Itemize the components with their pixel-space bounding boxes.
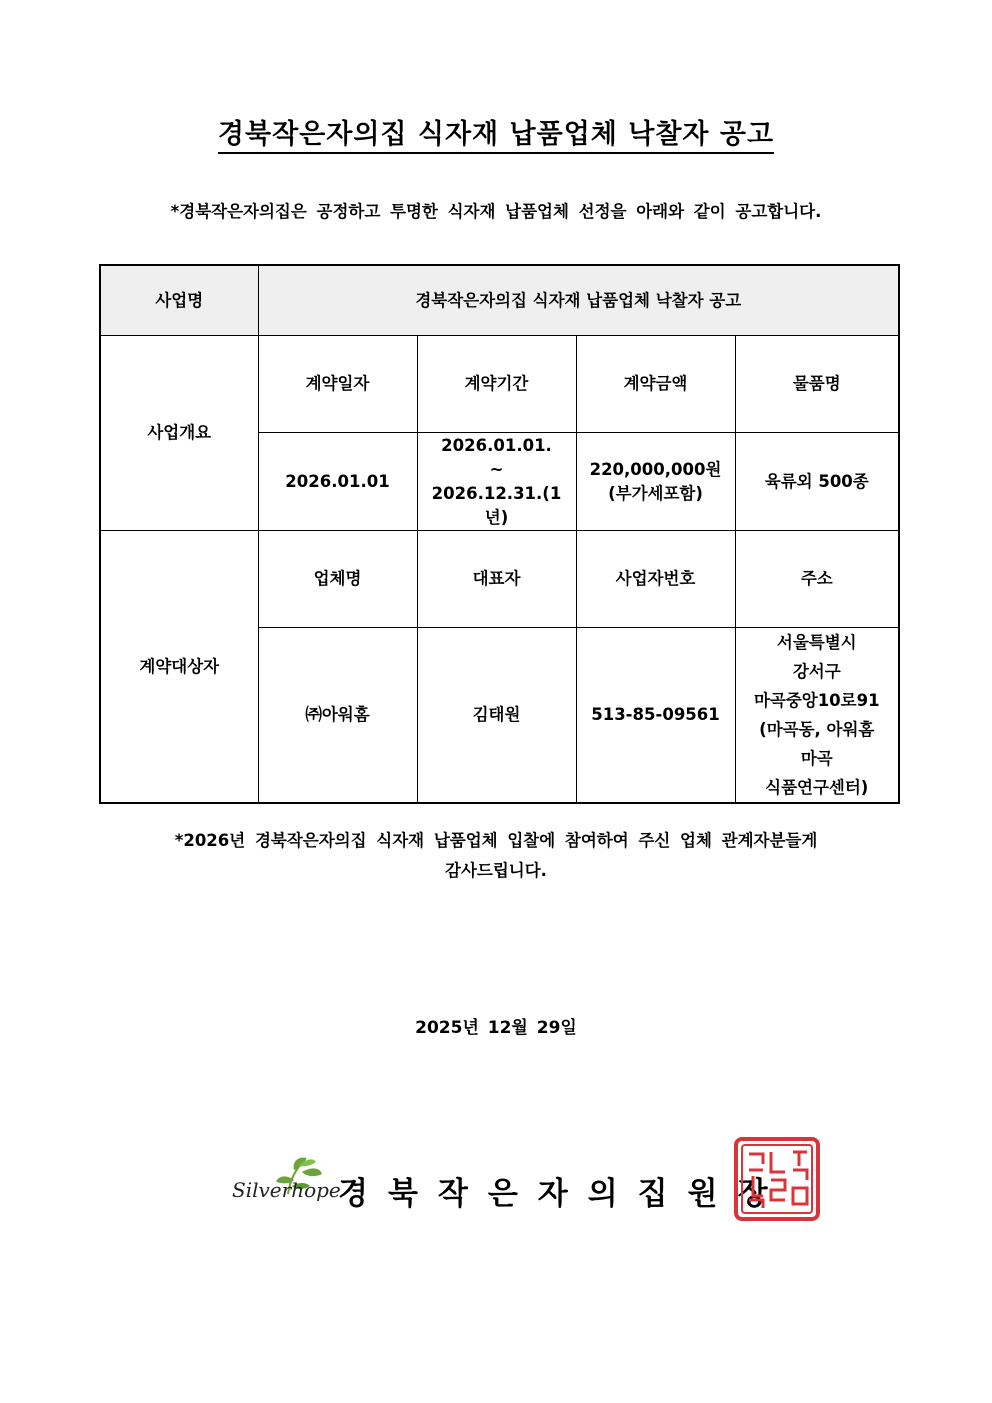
signer-name: 경북작은자의집원장 — [338, 1176, 788, 1212]
company-name: ㈜아워홈 — [258, 628, 417, 804]
header-contract-period: 계약기간 — [417, 336, 576, 433]
header-company: 업체명 — [258, 531, 417, 628]
table-row — [100, 336, 899, 433]
award-table — [99, 264, 900, 804]
address-line: 마곡 — [800, 749, 833, 768]
address — [735, 628, 899, 804]
address-line: 서울특별시 — [776, 633, 857, 652]
period-end: 2026.12.31.(1년) — [431, 483, 562, 527]
ceo-name: 김태원 — [417, 628, 576, 804]
header-contract-amount: 계약금액 — [576, 336, 735, 433]
header-address: 주소 — [735, 531, 899, 628]
header-ceo: 대표자 — [417, 531, 576, 628]
header-item-name: 물품명 — [735, 336, 899, 433]
table-row — [100, 265, 899, 336]
intro-text: *경북작은자의집은 공정하고 투명한 식자재 납품업체 선정을 아래와 같이 공고합니다. — [170, 202, 822, 221]
item-name: 육류외 500종 — [735, 433, 899, 531]
contract-period — [417, 433, 576, 531]
overview-label: 사업개요 — [100, 336, 258, 531]
address-line: (마곡동, 아워홈 — [759, 720, 875, 739]
address-line: 식품연구센터) — [765, 778, 869, 797]
address-line: 마곡중앙10로91 — [753, 691, 880, 710]
contract-amount — [576, 433, 735, 531]
document-title: 경북작은자의집 식자재 납품업체 낙찰자 공고 — [0, 112, 992, 151]
project-label: 사업명 — [100, 265, 258, 336]
logo-wordmark: Silverhope — [232, 1178, 341, 1202]
table-row — [100, 531, 899, 628]
header-contract-date: 계약일자 — [258, 336, 417, 433]
thanks-line-2: 감사드립니다. — [445, 861, 547, 880]
contract-date: 2026.01.01 — [258, 433, 417, 531]
contractor-label: 계약대상자 — [100, 531, 258, 804]
address-line: 강서구 — [792, 662, 841, 681]
period-separator: ~ — [489, 459, 504, 479]
biz-number: 513-85-09561 — [576, 628, 735, 804]
thanks-line-1: *2026년 경북작은자의집 식자재 납품업체 입찰에 참여하여 주신 업체 관계자분들게 — [174, 831, 818, 850]
header-biz-no: 사업자번호 — [576, 531, 735, 628]
period-start: 2026.01.01. — [441, 435, 552, 455]
amount-value: 220,000,000원 — [589, 459, 722, 479]
project-value: 경북작은자의집 식자재 납품업체 낙찰자 공고 — [258, 265, 899, 336]
official-seal-icon — [733, 1136, 821, 1222]
amount-note: (부가세포함) — [608, 483, 703, 503]
thanks-text — [0, 826, 992, 886]
notice-date: 2025년 12월 29일 — [415, 1018, 577, 1038]
